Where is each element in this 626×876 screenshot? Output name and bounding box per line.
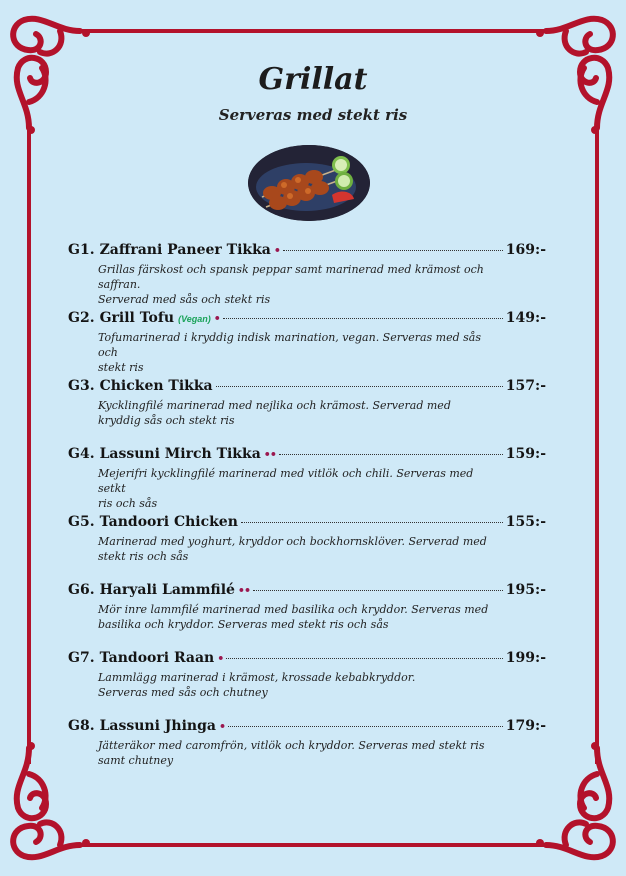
vegan-tag: (Vegan) [178,314,211,324]
item-code: G4. [68,446,95,462]
description-line: Kycklingfilé marinerad med nejlika och krämost. Serverad med [98,399,451,412]
description-line: basilika och kryddor. Serveras med stekt ris och sås [98,618,389,631]
item-price: 157:- [505,378,546,394]
item-price: 149:- [505,310,546,326]
dot-leader [283,250,503,251]
description-line: Lammlägg marinerad i krämost, krossade kebabkryddor. [98,671,416,684]
dot-leader [279,454,503,455]
spice-marker: • [273,244,280,257]
dot-leader [226,658,503,659]
item-price: 159:- [505,446,546,462]
item-description [98,602,498,632]
item-name: Tandoori Chicken [99,514,238,530]
menu-item [68,310,546,378]
menu-item [68,378,546,446]
spice-marker: •• [263,448,276,461]
grilled-kebab-photo [248,145,370,221]
spice-marker: •• [237,584,250,597]
description-line: Grillas färskost och spansk peppar samt marinerad med krämost och saffran. [98,263,484,291]
item-name: Lassuni Mirch Tikka [99,446,261,462]
item-code: G8. [68,718,95,734]
item-description [98,534,498,564]
page-title: Grillat [258,62,368,97]
description-line: stekt ris och sås [98,550,189,563]
border-left [27,128,31,764]
dot-leader [216,386,503,387]
description-line: ris och sås [98,497,158,510]
spice-marker: • [217,652,224,665]
item-description [98,670,498,700]
item-code: G6. [68,582,95,598]
description-line: kryddig sås och stekt ris [98,414,235,427]
item-code: G7. [68,650,95,666]
menu-item [68,446,546,514]
item-price: 169:- [505,242,546,258]
description-line: Marinerad med yoghurt, kryddor och bockhornsklöver. Serverad med [98,535,487,548]
menu-list [68,242,546,786]
menu-item [68,650,546,718]
item-price: 195:- [505,582,546,598]
item-name: Haryali Lammfilé [99,582,235,598]
item-name: Lassuni Jhinga [99,718,216,734]
description-line: Serveras med sås och chutney [98,686,268,699]
page-subtitle: Serveras med stekt ris [218,106,408,124]
border-right [595,128,599,764]
item-price: 155:- [505,514,546,530]
menu-item [68,514,546,582]
description-line: Jätteräkor med caromfrön, vitlök och kryddor. Serveras med stekt ris [98,739,485,752]
description-line: samt chutney [98,754,174,767]
border-bottom [80,843,546,847]
description-line: Mör inre lammfilé marinerad med basilika och kryddor. Serveras med [98,603,489,616]
spice-marker: • [213,312,220,325]
item-name: Zaffrani Paneer Tikka [99,242,271,258]
dot-leader [228,726,503,727]
item-code: G3. [68,378,95,394]
menu-item [68,718,546,786]
description-line: Serverad med sås och stekt ris [98,293,271,306]
dot-leader [223,318,503,319]
menu-item [68,582,546,650]
item-name: Grill Tofu [99,310,175,326]
item-name: Tandoori Raan [99,650,215,666]
spice-marker: • [218,720,225,733]
item-description [98,398,498,428]
description-line: stekt ris [98,361,144,374]
item-name: Chicken Tikka [99,378,213,394]
item-description [98,738,498,768]
item-code: G5. [68,514,95,530]
item-code: G1. [68,242,95,258]
item-description [98,466,498,511]
item-description [98,262,498,307]
description-line: Tofumarinerad i kryddig indisk marination, vegan. Serveras med sås och [98,331,481,359]
menu-item [68,242,546,310]
item-price: 179:- [505,718,546,734]
description-line: Mejerifri kycklingfilé marinerad med vitlök och chili. Serveras med setkt [98,467,474,495]
item-code: G2. [68,310,95,326]
border-top [80,29,546,33]
dot-leader [241,522,503,523]
item-price: 199:- [505,650,546,666]
item-description [98,330,498,375]
dot-leader [253,590,503,591]
